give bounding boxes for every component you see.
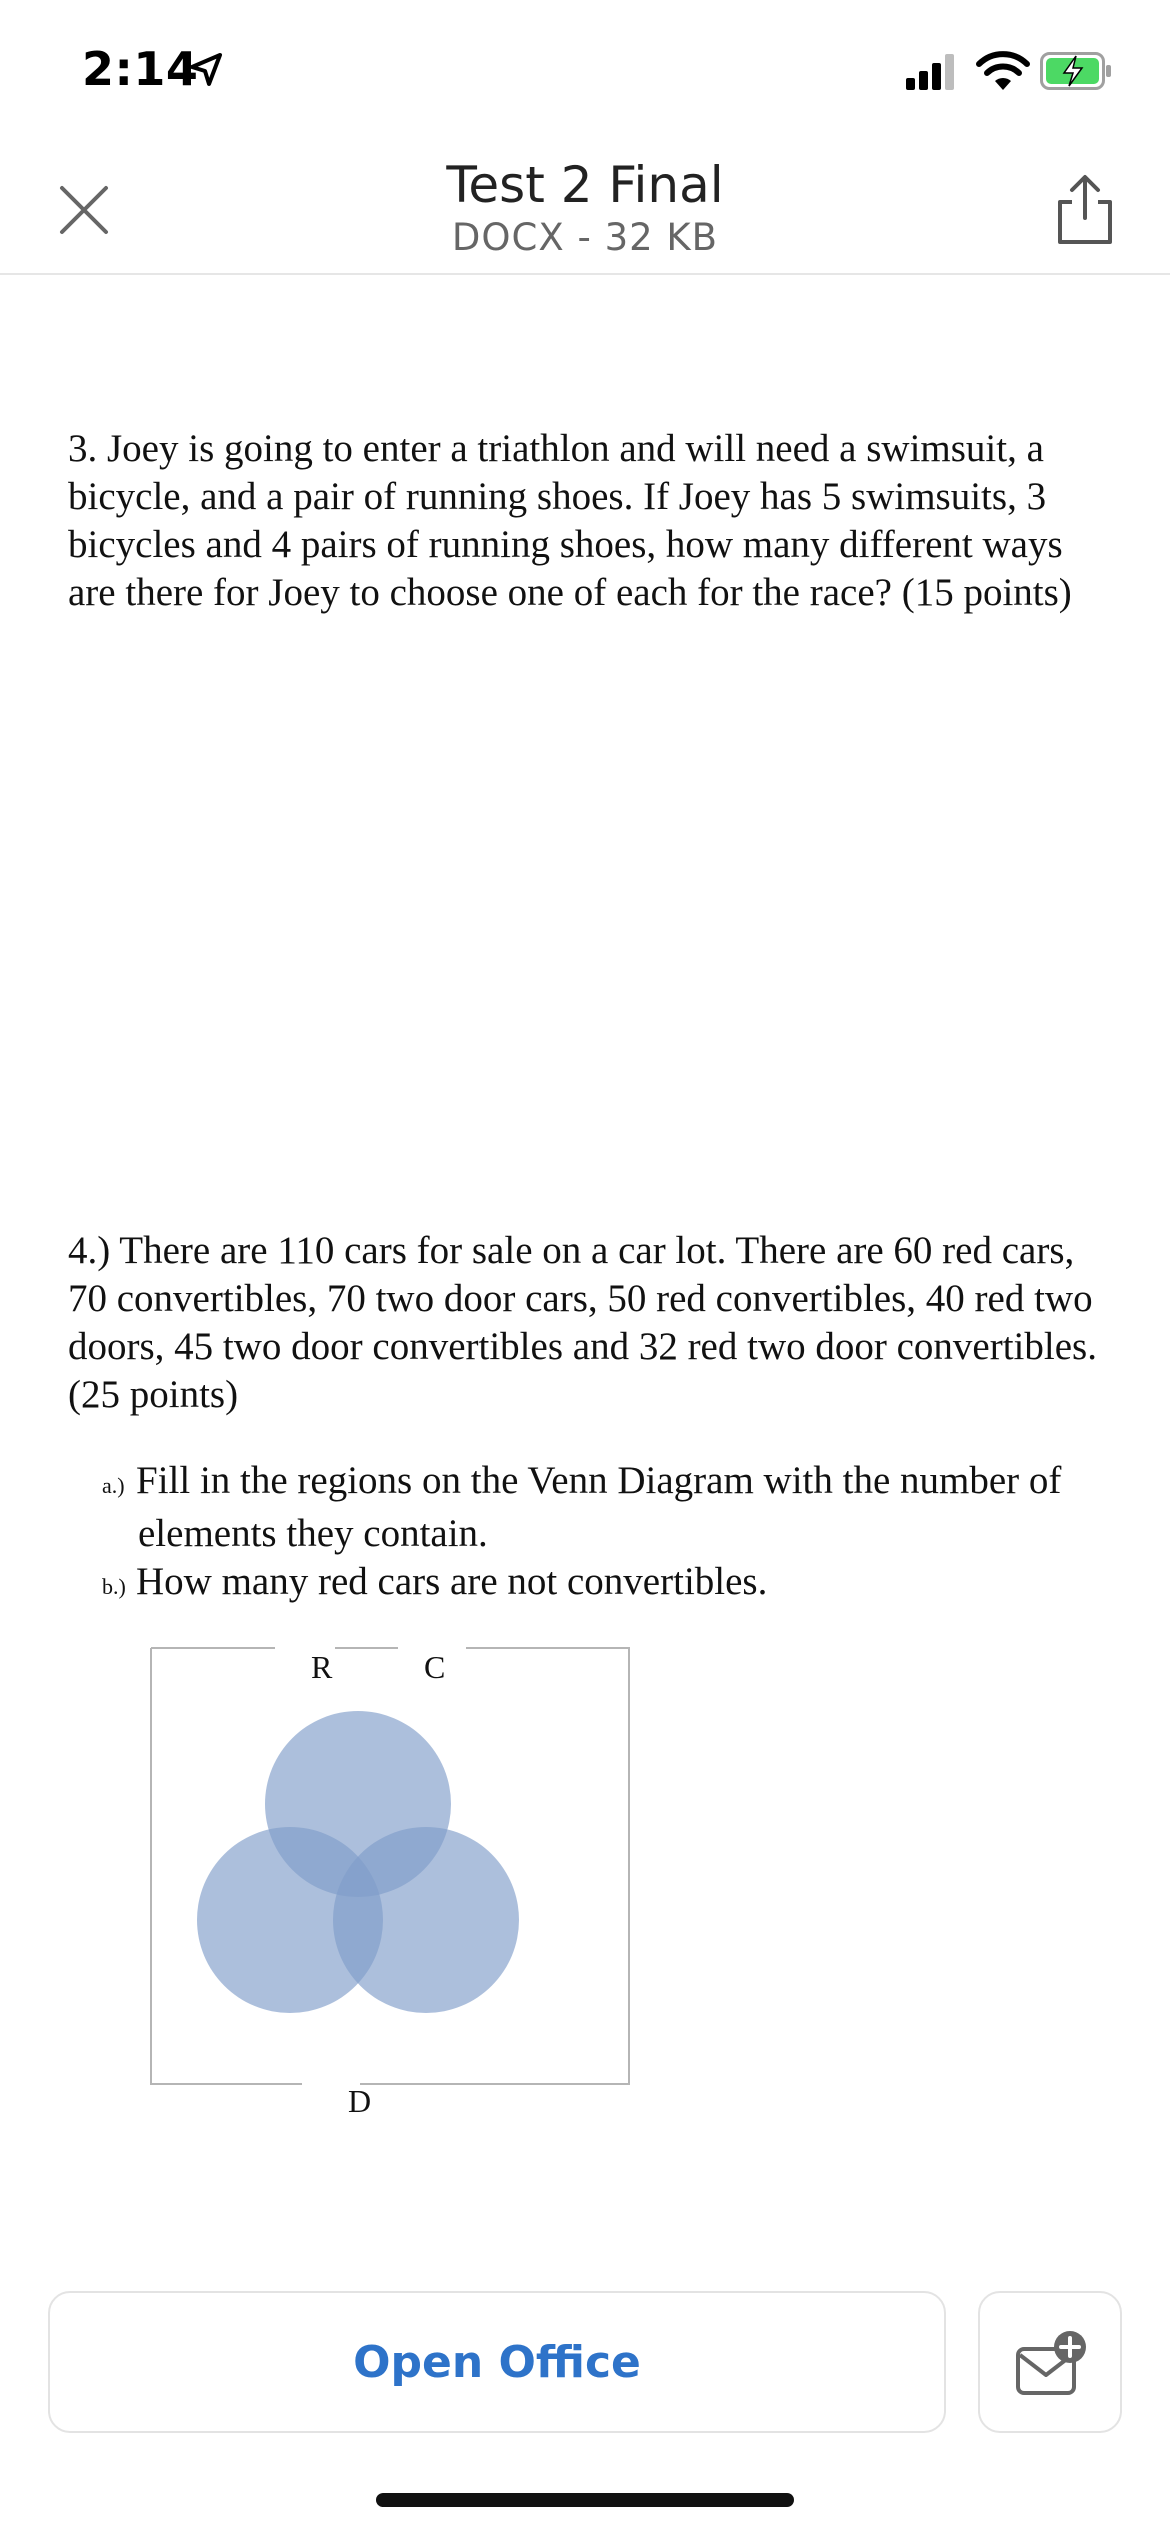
location-arrow-icon [188,52,224,88]
share-icon[interactable] [1050,170,1120,250]
open-office-button[interactable]: Open Office [48,2291,946,2433]
document-file-info: DOCX - 32 KB [451,216,719,259]
venn-label-d: D [348,2083,372,2119]
wifi-icon [975,50,1031,92]
question-4: 4.) There are 110 cars for sale on a car lot. There are 60 red cars, 70 convertibles, 70 two door cars, 50 red convertibles, 40 red two doors, 45 two door convertibles and 32 red two door convertibles. (25 points) [68,1229,1097,1416]
status-bar [0,0,1170,140]
question-4-subparts [102,1457,1112,1611]
mail-add-icon [1014,2329,1090,2401]
battery-charging-icon [1040,52,1112,90]
question-3: 3. Joey is going to enter a triathlon and will need a swimsuit, a bicycle, and a pair of running shoes. If Joey has 5 swimsuits, 3 bicycles and 4 pairs of running shoes, how many different ways are there for Joey to choose one of each for the race? (15 points) [68,427,1072,614]
subpart-a [102,1457,1112,1558]
home-indicator [376,2493,794,2507]
venn-circle-right [333,1827,519,2013]
signal-icon [906,52,956,92]
subpart-b [102,1558,1112,1611]
venn-diagram [150,1644,630,2124]
document-header [0,140,1170,275]
subpart-b-text: How many red cars are not convertibles. [136,1560,768,1603]
status-time: 2:14 [82,42,199,96]
subpart-b-marker: b.) [102,1574,126,1599]
document-title: Test 2 Final [446,156,724,214]
mail-add-button[interactable] [978,2291,1122,2433]
venn-label-c: C [424,1649,446,1685]
venn-label-r: R [311,1649,333,1685]
subpart-a-text: Fill in the regions on the Venn Diagram with the number of elements they contain. [136,1459,1062,1555]
subpart-a-marker: a.) [102,1473,125,1498]
